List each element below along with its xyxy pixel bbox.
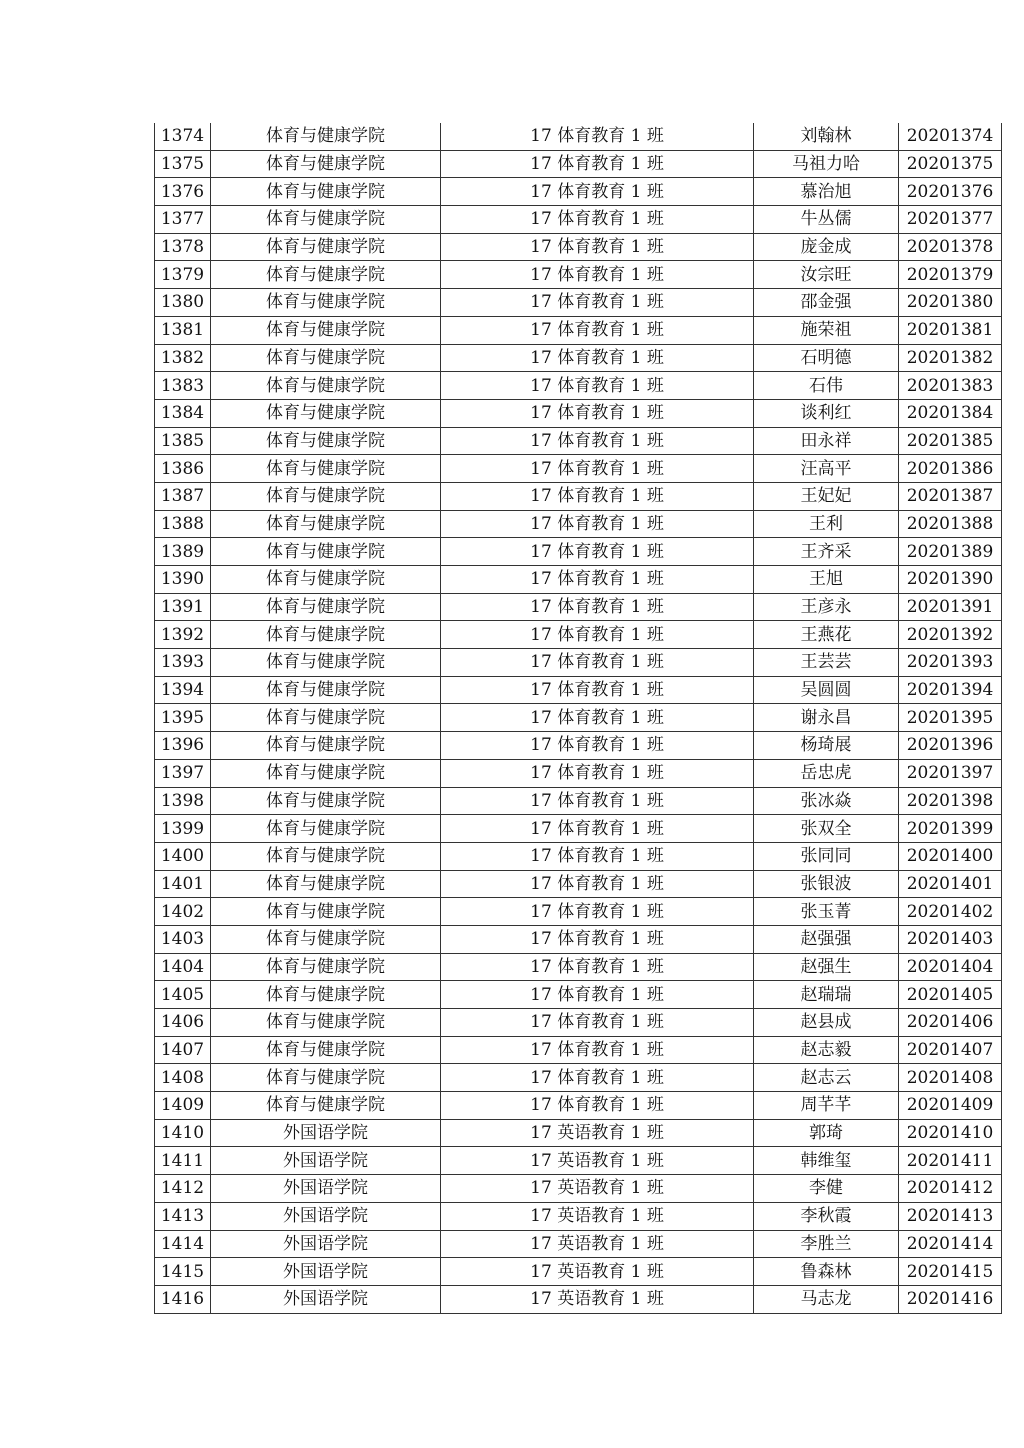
row-number-cell: 1383 (155, 372, 211, 400)
student-id-cell: 20201399 (899, 815, 1002, 843)
student-id-cell: 20201378 (899, 233, 1002, 261)
class-cell: 17 体育教育 1 班 (441, 1009, 754, 1037)
student-id-cell: 20201384 (899, 399, 1002, 427)
student-id-cell: 20201385 (899, 427, 1002, 455)
class-cell: 17 英语教育 1 班 (441, 1175, 754, 1203)
student-name-cell: 赵志云 (754, 1064, 899, 1092)
class-cell: 17 体育教育 1 班 (441, 123, 754, 150)
student-id-cell: 20201374 (899, 123, 1002, 150)
student-id-cell: 20201376 (899, 178, 1002, 206)
college-cell: 体育与健康学院 (211, 372, 441, 400)
college-cell: 体育与健康学院 (211, 289, 441, 317)
class-cell: 17 体育教育 1 班 (441, 1064, 754, 1092)
table-row (155, 815, 1002, 843)
row-number-cell: 1374 (155, 123, 211, 150)
table-row (155, 953, 1002, 981)
student-name-cell: 赵县成 (754, 1009, 899, 1037)
student-id-cell: 20201392 (899, 621, 1002, 649)
class-cell: 17 体育教育 1 班 (441, 510, 754, 538)
student-id-cell: 20201415 (899, 1258, 1002, 1286)
college-cell: 体育与健康学院 (211, 649, 441, 677)
college-cell: 体育与健康学院 (211, 704, 441, 732)
row-number-cell: 1375 (155, 150, 211, 178)
row-number-cell: 1390 (155, 566, 211, 594)
class-cell: 17 英语教育 1 班 (441, 1285, 754, 1313)
table-row (155, 1258, 1002, 1286)
class-cell: 17 英语教育 1 班 (441, 1119, 754, 1147)
student-id-cell: 20201411 (899, 1147, 1002, 1175)
student-id-cell: 20201393 (899, 649, 1002, 677)
class-cell: 17 体育教育 1 班 (441, 870, 754, 898)
student-name-cell: 邵金强 (754, 289, 899, 317)
row-number-cell: 1407 (155, 1036, 211, 1064)
row-number-cell: 1377 (155, 206, 211, 234)
student-id-cell: 20201382 (899, 344, 1002, 372)
student-name-cell: 张银波 (754, 870, 899, 898)
student-id-cell: 20201391 (899, 593, 1002, 621)
row-number-cell: 1409 (155, 1092, 211, 1120)
class-cell: 17 体育教育 1 班 (441, 482, 754, 510)
table-row (155, 566, 1002, 594)
student-id-cell: 20201398 (899, 787, 1002, 815)
student-id-cell: 20201381 (899, 316, 1002, 344)
student-id-cell: 20201402 (899, 898, 1002, 926)
row-number-cell: 1382 (155, 344, 211, 372)
table-row (155, 1036, 1002, 1064)
row-number-cell: 1410 (155, 1119, 211, 1147)
college-cell: 体育与健康学院 (211, 787, 441, 815)
class-cell: 17 体育教育 1 班 (441, 649, 754, 677)
student-name-cell: 郭琦 (754, 1119, 899, 1147)
college-cell: 体育与健康学院 (211, 510, 441, 538)
class-cell: 17 体育教育 1 班 (441, 289, 754, 317)
student-name-cell: 田永祥 (754, 427, 899, 455)
table-row (155, 1064, 1002, 1092)
student-id-cell: 20201389 (899, 538, 1002, 566)
college-cell: 体育与健康学院 (211, 482, 441, 510)
student-name-cell: 马志龙 (754, 1285, 899, 1313)
college-cell: 体育与健康学院 (211, 538, 441, 566)
table-row (155, 316, 1002, 344)
table-row (155, 178, 1002, 206)
class-cell: 17 体育教育 1 班 (441, 898, 754, 926)
table-row (155, 649, 1002, 677)
college-cell: 外国语学院 (211, 1258, 441, 1286)
student-name-cell: 石伟 (754, 372, 899, 400)
student-name-cell: 赵志毅 (754, 1036, 899, 1064)
student-name-cell: 张冰焱 (754, 787, 899, 815)
class-cell: 17 体育教育 1 班 (441, 593, 754, 621)
row-number-cell: 1401 (155, 870, 211, 898)
class-cell: 17 体育教育 1 班 (441, 815, 754, 843)
class-cell: 17 体育教育 1 班 (441, 621, 754, 649)
table-row (155, 1009, 1002, 1037)
student-name-cell: 王彦永 (754, 593, 899, 621)
class-cell: 17 体育教育 1 班 (441, 732, 754, 760)
student-name-cell: 谢永昌 (754, 704, 899, 732)
college-cell: 体育与健康学院 (211, 621, 441, 649)
class-cell: 17 体育教育 1 班 (441, 455, 754, 483)
student-id-cell: 20201387 (899, 482, 1002, 510)
table-row (155, 150, 1002, 178)
college-cell: 体育与健康学院 (211, 953, 441, 981)
student-name-cell: 王芸芸 (754, 649, 899, 677)
table-row (155, 344, 1002, 372)
student-name-cell: 王利 (754, 510, 899, 538)
college-cell: 体育与健康学院 (211, 123, 441, 150)
table-row (155, 898, 1002, 926)
table-row (155, 759, 1002, 787)
student-name-cell: 刘翰林 (754, 123, 899, 150)
student-id-cell: 20201408 (899, 1064, 1002, 1092)
student-id-cell: 20201401 (899, 870, 1002, 898)
student-id-cell: 20201388 (899, 510, 1002, 538)
table-row (155, 399, 1002, 427)
student-name-cell: 赵强强 (754, 925, 899, 953)
table-row (155, 1202, 1002, 1230)
college-cell: 体育与健康学院 (211, 455, 441, 483)
college-cell: 外国语学院 (211, 1202, 441, 1230)
student-id-cell: 20201404 (899, 953, 1002, 981)
student-id-cell: 20201406 (899, 1009, 1002, 1037)
student-id-cell: 20201405 (899, 981, 1002, 1009)
class-cell: 17 体育教育 1 班 (441, 566, 754, 594)
table-row (155, 1147, 1002, 1175)
row-number-cell: 1378 (155, 233, 211, 261)
row-number-cell: 1411 (155, 1147, 211, 1175)
roster-body (155, 123, 1002, 1313)
table-row (155, 704, 1002, 732)
table-row (155, 482, 1002, 510)
table-row (155, 1175, 1002, 1203)
student-id-cell: 20201386 (899, 455, 1002, 483)
table-row (155, 787, 1002, 815)
student-id-cell: 20201400 (899, 842, 1002, 870)
row-number-cell: 1413 (155, 1202, 211, 1230)
row-number-cell: 1393 (155, 649, 211, 677)
row-number-cell: 1381 (155, 316, 211, 344)
student-id-cell: 20201416 (899, 1285, 1002, 1313)
college-cell: 外国语学院 (211, 1175, 441, 1203)
college-cell: 体育与健康学院 (211, 206, 441, 234)
student-id-cell: 20201380 (899, 289, 1002, 317)
class-cell: 17 体育教育 1 班 (441, 953, 754, 981)
class-cell: 17 体育教育 1 班 (441, 150, 754, 178)
row-number-cell: 1412 (155, 1175, 211, 1203)
student-id-cell: 20201383 (899, 372, 1002, 400)
class-cell: 17 体育教育 1 班 (441, 704, 754, 732)
student-name-cell: 王妃妃 (754, 482, 899, 510)
class-cell: 17 体育教育 1 班 (441, 316, 754, 344)
student-name-cell: 王旭 (754, 566, 899, 594)
class-cell: 17 体育教育 1 班 (441, 787, 754, 815)
table-row (155, 123, 1002, 150)
row-number-cell: 1415 (155, 1258, 211, 1286)
college-cell: 体育与健康学院 (211, 566, 441, 594)
class-cell: 17 体育教育 1 班 (441, 1036, 754, 1064)
student-id-cell: 20201410 (899, 1119, 1002, 1147)
class-cell: 17 体育教育 1 班 (441, 981, 754, 1009)
table-row (155, 289, 1002, 317)
student-name-cell: 张同同 (754, 842, 899, 870)
table-row (155, 206, 1002, 234)
college-cell: 体育与健康学院 (211, 427, 441, 455)
row-number-cell: 1398 (155, 787, 211, 815)
college-cell: 体育与健康学院 (211, 759, 441, 787)
row-number-cell: 1416 (155, 1285, 211, 1313)
student-id-cell: 20201397 (899, 759, 1002, 787)
row-number-cell: 1400 (155, 842, 211, 870)
class-cell: 17 体育教育 1 班 (441, 759, 754, 787)
class-cell: 17 体育教育 1 班 (441, 538, 754, 566)
table-row (155, 1230, 1002, 1258)
roster-sheet (154, 123, 1001, 1314)
row-number-cell: 1414 (155, 1230, 211, 1258)
row-number-cell: 1384 (155, 399, 211, 427)
table-row (155, 427, 1002, 455)
student-name-cell: 慕治旭 (754, 178, 899, 206)
college-cell: 体育与健康学院 (211, 898, 441, 926)
table-row (155, 233, 1002, 261)
class-cell: 17 体育教育 1 班 (441, 178, 754, 206)
class-cell: 17 体育教育 1 班 (441, 1092, 754, 1120)
row-number-cell: 1405 (155, 981, 211, 1009)
row-number-cell: 1408 (155, 1064, 211, 1092)
student-name-cell: 岳忠虎 (754, 759, 899, 787)
student-name-cell: 赵强生 (754, 953, 899, 981)
row-number-cell: 1403 (155, 925, 211, 953)
student-id-cell: 20201414 (899, 1230, 1002, 1258)
student-name-cell: 韩维玺 (754, 1147, 899, 1175)
student-id-cell: 20201407 (899, 1036, 1002, 1064)
table-row (155, 1092, 1002, 1120)
college-cell: 体育与健康学院 (211, 1009, 441, 1037)
college-cell: 体育与健康学院 (211, 399, 441, 427)
college-cell: 体育与健康学院 (211, 150, 441, 178)
table-row (155, 870, 1002, 898)
college-cell: 体育与健康学院 (211, 1092, 441, 1120)
row-number-cell: 1376 (155, 178, 211, 206)
college-cell: 体育与健康学院 (211, 178, 441, 206)
student-id-cell: 20201409 (899, 1092, 1002, 1120)
college-cell: 体育与健康学院 (211, 925, 441, 953)
table-row (155, 372, 1002, 400)
row-number-cell: 1396 (155, 732, 211, 760)
row-number-cell: 1394 (155, 676, 211, 704)
student-id-cell: 20201413 (899, 1202, 1002, 1230)
row-number-cell: 1385 (155, 427, 211, 455)
student-name-cell: 张玉菁 (754, 898, 899, 926)
student-id-cell: 20201396 (899, 732, 1002, 760)
student-name-cell: 杨琦展 (754, 732, 899, 760)
college-cell: 体育与健康学院 (211, 842, 441, 870)
student-name-cell: 李胜兰 (754, 1230, 899, 1258)
student-roster-table (154, 123, 1002, 1314)
student-id-cell: 20201379 (899, 261, 1002, 289)
college-cell: 体育与健康学院 (211, 1036, 441, 1064)
student-name-cell: 谈利红 (754, 399, 899, 427)
student-name-cell: 张双全 (754, 815, 899, 843)
table-row (155, 676, 1002, 704)
row-number-cell: 1402 (155, 898, 211, 926)
table-row (155, 621, 1002, 649)
student-name-cell: 石明德 (754, 344, 899, 372)
class-cell: 17 英语教育 1 班 (441, 1202, 754, 1230)
student-name-cell: 汝宗旺 (754, 261, 899, 289)
class-cell: 17 体育教育 1 班 (441, 372, 754, 400)
row-number-cell: 1386 (155, 455, 211, 483)
college-cell: 外国语学院 (211, 1119, 441, 1147)
student-name-cell: 庞金成 (754, 233, 899, 261)
row-number-cell: 1397 (155, 759, 211, 787)
college-cell: 体育与健康学院 (211, 344, 441, 372)
college-cell: 体育与健康学院 (211, 676, 441, 704)
table-row (155, 732, 1002, 760)
class-cell: 17 体育教育 1 班 (441, 206, 754, 234)
college-cell: 体育与健康学院 (211, 815, 441, 843)
college-cell: 体育与健康学院 (211, 732, 441, 760)
student-name-cell: 赵瑞瑞 (754, 981, 899, 1009)
table-row (155, 455, 1002, 483)
table-row (155, 842, 1002, 870)
student-name-cell: 马祖力哈 (754, 150, 899, 178)
student-id-cell: 20201390 (899, 566, 1002, 594)
college-cell: 体育与健康学院 (211, 981, 441, 1009)
class-cell: 17 体育教育 1 班 (441, 676, 754, 704)
college-cell: 外国语学院 (211, 1147, 441, 1175)
student-name-cell: 李秋霞 (754, 1202, 899, 1230)
table-row (155, 1119, 1002, 1147)
row-number-cell: 1406 (155, 1009, 211, 1037)
student-id-cell: 20201394 (899, 676, 1002, 704)
row-number-cell: 1391 (155, 593, 211, 621)
student-id-cell: 20201395 (899, 704, 1002, 732)
row-number-cell: 1380 (155, 289, 211, 317)
row-number-cell: 1379 (155, 261, 211, 289)
college-cell: 外国语学院 (211, 1285, 441, 1313)
row-number-cell: 1387 (155, 482, 211, 510)
student-name-cell: 周芊芊 (754, 1092, 899, 1120)
college-cell: 体育与健康学院 (211, 870, 441, 898)
table-row (155, 925, 1002, 953)
student-id-cell: 20201377 (899, 206, 1002, 234)
row-number-cell: 1389 (155, 538, 211, 566)
table-row (155, 593, 1002, 621)
class-cell: 17 体育教育 1 班 (441, 233, 754, 261)
table-row (155, 981, 1002, 1009)
class-cell: 17 体育教育 1 班 (441, 399, 754, 427)
student-name-cell: 李健 (754, 1175, 899, 1203)
college-cell: 体育与健康学院 (211, 1064, 441, 1092)
college-cell: 体育与健康学院 (211, 316, 441, 344)
class-cell: 17 体育教育 1 班 (441, 344, 754, 372)
table-row (155, 510, 1002, 538)
class-cell: 17 体育教育 1 班 (441, 261, 754, 289)
row-number-cell: 1388 (155, 510, 211, 538)
college-cell: 体育与健康学院 (211, 233, 441, 261)
class-cell: 17 英语教育 1 班 (441, 1230, 754, 1258)
row-number-cell: 1404 (155, 953, 211, 981)
class-cell: 17 英语教育 1 班 (441, 1258, 754, 1286)
class-cell: 17 体育教育 1 班 (441, 427, 754, 455)
class-cell: 17 英语教育 1 班 (441, 1147, 754, 1175)
student-id-cell: 20201403 (899, 925, 1002, 953)
student-name-cell: 施荣祖 (754, 316, 899, 344)
table-row (155, 261, 1002, 289)
student-id-cell: 20201412 (899, 1175, 1002, 1203)
row-number-cell: 1392 (155, 621, 211, 649)
student-name-cell: 鲁森林 (754, 1258, 899, 1286)
student-name-cell: 汪高平 (754, 455, 899, 483)
class-cell: 17 体育教育 1 班 (441, 925, 754, 953)
student-name-cell: 吴圆圆 (754, 676, 899, 704)
student-name-cell: 王齐采 (754, 538, 899, 566)
student-id-cell: 20201375 (899, 150, 1002, 178)
table-row (155, 1285, 1002, 1313)
college-cell: 外国语学院 (211, 1230, 441, 1258)
row-number-cell: 1395 (155, 704, 211, 732)
class-cell: 17 体育教育 1 班 (441, 842, 754, 870)
college-cell: 体育与健康学院 (211, 593, 441, 621)
student-name-cell: 王燕花 (754, 621, 899, 649)
table-row (155, 538, 1002, 566)
student-name-cell: 牛丛儒 (754, 206, 899, 234)
row-number-cell: 1399 (155, 815, 211, 843)
college-cell: 体育与健康学院 (211, 261, 441, 289)
